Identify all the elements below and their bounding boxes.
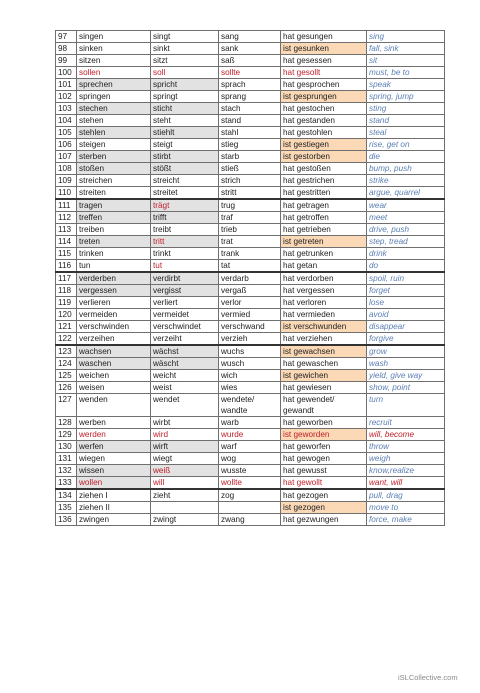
past-form: sprach <box>219 79 281 91</box>
present-form: verzeiht <box>151 333 219 346</box>
present-form: vermeidet <box>151 309 219 321</box>
infinitive: sinken <box>77 43 151 55</box>
present-form: trinkt <box>151 248 219 260</box>
row-number: 111 <box>56 199 77 212</box>
table-row <box>56 417 445 429</box>
infinitive: weisen <box>77 382 151 394</box>
perfect-form: hat getragen <box>281 199 367 212</box>
present-form: wäscht <box>151 358 219 370</box>
infinitive: verzeihen <box>77 333 151 346</box>
perfect-form: ist gezogen <box>281 502 367 514</box>
infinitive: stechen <box>77 103 151 115</box>
table-row <box>56 115 445 127</box>
past-form: zog <box>219 489 281 502</box>
past-form: sollte <box>219 67 281 79</box>
infinitive: stehlen <box>77 127 151 139</box>
perfect-form: hat gewollt <box>281 477 367 490</box>
infinitive: werden <box>77 429 151 441</box>
english-translation: recruit <box>367 417 445 429</box>
english-translation: will, become <box>367 429 445 441</box>
english-translation: show, point <box>367 382 445 394</box>
past-form: wusste <box>219 465 281 477</box>
past-form: vermied <box>219 309 281 321</box>
verb-table <box>55 30 445 526</box>
english-translation: avoid <box>367 309 445 321</box>
infinitive: wachsen <box>77 345 151 358</box>
table-row <box>56 91 445 103</box>
table-row <box>56 309 445 321</box>
perfect-form: hat geworben <box>281 417 367 429</box>
present-form: weiß <box>151 465 219 477</box>
english-translation: step, tread <box>367 236 445 248</box>
infinitive: treffen <box>77 212 151 224</box>
english-translation: stand <box>367 115 445 127</box>
present-form: sitzt <box>151 55 219 67</box>
past-form: starb <box>219 151 281 163</box>
present-form: tut <box>151 260 219 273</box>
present-form: treibt <box>151 224 219 236</box>
present-form: steht <box>151 115 219 127</box>
infinitive: vergessen <box>77 285 151 297</box>
row-number: 109 <box>56 175 77 187</box>
row-number: 112 <box>56 212 77 224</box>
table-row <box>56 236 445 248</box>
present-form: verschwindet <box>151 321 219 333</box>
row-number: 117 <box>56 272 77 285</box>
present-form: trifft <box>151 212 219 224</box>
infinitive: sollen <box>77 67 151 79</box>
past-form: stritt <box>219 187 281 200</box>
infinitive: vermeiden <box>77 309 151 321</box>
row-number: 131 <box>56 453 77 465</box>
past-form: trieb <box>219 224 281 236</box>
english-translation: must, be to <box>367 67 445 79</box>
present-form: trägt <box>151 199 219 212</box>
row-number: 124 <box>56 358 77 370</box>
table-row <box>56 429 445 441</box>
present-form: soll <box>151 67 219 79</box>
infinitive: wissen <box>77 465 151 477</box>
infinitive: verlieren <box>77 297 151 309</box>
english-translation: sit <box>367 55 445 67</box>
table-row <box>56 272 445 285</box>
infinitive: verschwinden <box>77 321 151 333</box>
present-form: tritt <box>151 236 219 248</box>
row-number: 118 <box>56 285 77 297</box>
table-row <box>56 489 445 502</box>
row-number: 104 <box>56 115 77 127</box>
english-translation: steal <box>367 127 445 139</box>
perfect-form: ist gewichen <box>281 370 367 382</box>
table-row <box>56 514 445 526</box>
row-number: 126 <box>56 382 77 394</box>
infinitive: stehen <box>77 115 151 127</box>
past-form: verschwand <box>219 321 281 333</box>
present-form: will <box>151 477 219 490</box>
row-number: 113 <box>56 224 77 236</box>
perfect-form: ist geworden <box>281 429 367 441</box>
perfect-form: hat vermieden <box>281 309 367 321</box>
row-number: 110 <box>56 187 77 200</box>
past-form: wog <box>219 453 281 465</box>
table-row <box>56 212 445 224</box>
present-form: vergisst <box>151 285 219 297</box>
english-translation: do <box>367 260 445 273</box>
present-form: zwingt <box>151 514 219 526</box>
table-row <box>56 358 445 370</box>
infinitive: steigen <box>77 139 151 151</box>
perfect-form: ist gestorben <box>281 151 367 163</box>
infinitive: sterben <box>77 151 151 163</box>
english-translation: drive, push <box>367 224 445 236</box>
infinitive: wollen <box>77 477 151 490</box>
perfect-form: hat gewusst <box>281 465 367 477</box>
infinitive: wiegen <box>77 453 151 465</box>
past-form: wusch <box>219 358 281 370</box>
perfect-form: hat gestoßen <box>281 163 367 175</box>
perfect-form: hat gestohlen <box>281 127 367 139</box>
row-number: 102 <box>56 91 77 103</box>
perfect-form: ist gesunken <box>281 43 367 55</box>
table-row <box>56 285 445 297</box>
past-form <box>219 502 281 514</box>
past-form: sang <box>219 31 281 43</box>
perfect-form: hat gewendet/ gewandt <box>281 394 367 417</box>
table-row <box>56 139 445 151</box>
perfect-form: hat gezogen <box>281 489 367 502</box>
watermark-footer: iSLCollective.com <box>398 673 458 682</box>
table-row <box>56 477 445 490</box>
past-form: tat <box>219 260 281 273</box>
row-number: 125 <box>56 370 77 382</box>
table-row <box>56 345 445 358</box>
row-number: 100 <box>56 67 77 79</box>
english-translation: force, make <box>367 514 445 526</box>
infinitive: singen <box>77 31 151 43</box>
perfect-form: hat getan <box>281 260 367 273</box>
table-row <box>56 321 445 333</box>
present-form: springt <box>151 91 219 103</box>
row-number: 119 <box>56 297 77 309</box>
past-form: stahl <box>219 127 281 139</box>
past-form: saß <box>219 55 281 67</box>
row-number: 120 <box>56 309 77 321</box>
perfect-form: ist verschwunden <box>281 321 367 333</box>
perfect-form: hat gesessen <box>281 55 367 67</box>
table-row <box>56 453 445 465</box>
infinitive: treten <box>77 236 151 248</box>
past-form: wies <box>219 382 281 394</box>
english-translation: forget <box>367 285 445 297</box>
past-form: strich <box>219 175 281 187</box>
english-translation: lose <box>367 297 445 309</box>
perfect-form: hat vergessen <box>281 285 367 297</box>
past-form: trank <box>219 248 281 260</box>
infinitive: zwingen <box>77 514 151 526</box>
row-number: 107 <box>56 151 77 163</box>
english-translation: sting <box>367 103 445 115</box>
english-translation: strike <box>367 175 445 187</box>
english-translation: bump, push <box>367 163 445 175</box>
row-number: 105 <box>56 127 77 139</box>
past-form: stach <box>219 103 281 115</box>
table-row <box>56 199 445 212</box>
perfect-form: hat gezwungen <box>281 514 367 526</box>
table-row <box>56 79 445 91</box>
english-translation: speak <box>367 79 445 91</box>
english-translation: turn <box>367 394 445 417</box>
present-form: verdirbt <box>151 272 219 285</box>
perfect-form: hat gesprochen <box>281 79 367 91</box>
row-number: 106 <box>56 139 77 151</box>
present-form: wirft <box>151 441 219 453</box>
english-translation: spoil, ruin <box>367 272 445 285</box>
perfect-form: hat verdorben <box>281 272 367 285</box>
table-row <box>56 31 445 43</box>
english-translation: rise, get on <box>367 139 445 151</box>
english-translation: move to <box>367 502 445 514</box>
past-form: vergaß <box>219 285 281 297</box>
english-translation: drink <box>367 248 445 260</box>
english-translation: sing <box>367 31 445 43</box>
row-number: 136 <box>56 514 77 526</box>
past-form: sprang <box>219 91 281 103</box>
perfect-form: hat gewiesen <box>281 382 367 394</box>
table-row <box>56 465 445 477</box>
table-row <box>56 224 445 236</box>
row-number: 114 <box>56 236 77 248</box>
past-form: stieg <box>219 139 281 151</box>
english-translation: fall, sink <box>367 43 445 55</box>
infinitive: tragen <box>77 199 151 212</box>
infinitive: wenden <box>77 394 151 417</box>
perfect-form: hat gesungen <box>281 31 367 43</box>
past-form: verlor <box>219 297 281 309</box>
table-row <box>56 163 445 175</box>
english-translation: want, will <box>367 477 445 490</box>
past-form: wuchs <box>219 345 281 358</box>
row-number: 108 <box>56 163 77 175</box>
infinitive: ziehen I <box>77 489 151 502</box>
perfect-form: ist gestiegen <box>281 139 367 151</box>
present-form: singt <box>151 31 219 43</box>
row-number: 132 <box>56 465 77 477</box>
present-form: sticht <box>151 103 219 115</box>
row-number: 99 <box>56 55 77 67</box>
english-translation: forgive <box>367 333 445 346</box>
infinitive: springen <box>77 91 151 103</box>
table-row <box>56 151 445 163</box>
present-form: wirbt <box>151 417 219 429</box>
past-form: verdarb <box>219 272 281 285</box>
perfect-form: hat verloren <box>281 297 367 309</box>
present-form: spricht <box>151 79 219 91</box>
row-number: 134 <box>56 489 77 502</box>
perfect-form: hat geworfen <box>281 441 367 453</box>
past-form: traf <box>219 212 281 224</box>
past-form: sank <box>219 43 281 55</box>
perfect-form: hat gewogen <box>281 453 367 465</box>
present-form: verliert <box>151 297 219 309</box>
perfect-form: ist gewachsen <box>281 345 367 358</box>
infinitive: sitzen <box>77 55 151 67</box>
table-row <box>56 43 445 55</box>
table-row <box>56 260 445 273</box>
table-row <box>56 333 445 346</box>
table-row <box>56 67 445 79</box>
past-form: trug <box>219 199 281 212</box>
table-row <box>56 441 445 453</box>
present-form: streitet <box>151 187 219 200</box>
past-form: stand <box>219 115 281 127</box>
english-translation: meet <box>367 212 445 224</box>
perfect-form: ist gesprungen <box>281 91 367 103</box>
table-row <box>56 370 445 382</box>
present-form: zieht <box>151 489 219 502</box>
infinitive: waschen <box>77 358 151 370</box>
row-number: 103 <box>56 103 77 115</box>
english-translation: know,realize <box>367 465 445 477</box>
table-row <box>56 382 445 394</box>
table-row <box>56 502 445 514</box>
perfect-form: hat getrunken <box>281 248 367 260</box>
english-translation: argue, quarrel <box>367 187 445 200</box>
infinitive: streichen <box>77 175 151 187</box>
present-form: streicht <box>151 175 219 187</box>
english-translation: spring, jump <box>367 91 445 103</box>
infinitive: stoßen <box>77 163 151 175</box>
row-number: 123 <box>56 345 77 358</box>
perfect-form: hat gestrichen <box>281 175 367 187</box>
table-row <box>56 55 445 67</box>
infinitive: weichen <box>77 370 151 382</box>
table-row <box>56 187 445 200</box>
present-form <box>151 502 219 514</box>
row-number: 98 <box>56 43 77 55</box>
past-form: zwang <box>219 514 281 526</box>
row-number: 116 <box>56 260 77 273</box>
row-number: 97 <box>56 31 77 43</box>
table-row <box>56 297 445 309</box>
infinitive: werfen <box>77 441 151 453</box>
english-translation: wash <box>367 358 445 370</box>
infinitive: verderben <box>77 272 151 285</box>
present-form: wiegt <box>151 453 219 465</box>
row-number: 127 <box>56 394 77 417</box>
infinitive: treiben <box>77 224 151 236</box>
perfect-form: hat gesollt <box>281 67 367 79</box>
infinitive: werben <box>77 417 151 429</box>
table-row <box>56 127 445 139</box>
table-row <box>56 175 445 187</box>
infinitive: streiten <box>77 187 151 200</box>
infinitive: trinken <box>77 248 151 260</box>
row-number: 135 <box>56 502 77 514</box>
row-number: 122 <box>56 333 77 346</box>
past-form: wollte <box>219 477 281 490</box>
present-form: wächst <box>151 345 219 358</box>
past-form: verzieh <box>219 333 281 346</box>
infinitive: tun <box>77 260 151 273</box>
past-form: wich <box>219 370 281 382</box>
row-number: 121 <box>56 321 77 333</box>
english-translation: weigh <box>367 453 445 465</box>
past-form: wendete/ wandte <box>219 394 281 417</box>
present-form: weicht <box>151 370 219 382</box>
perfect-form: hat verziehen <box>281 333 367 346</box>
perfect-form: hat gestritten <box>281 187 367 200</box>
table-row <box>56 103 445 115</box>
past-form: warb <box>219 417 281 429</box>
present-form: sinkt <box>151 43 219 55</box>
perfect-form: hat getrieben <box>281 224 367 236</box>
infinitive: ziehen II <box>77 502 151 514</box>
perfect-form: hat gestanden <box>281 115 367 127</box>
english-translation: grow <box>367 345 445 358</box>
perfect-form: hat gewaschen <box>281 358 367 370</box>
present-form: wendet <box>151 394 219 417</box>
present-form: wird <box>151 429 219 441</box>
present-form: weist <box>151 382 219 394</box>
row-number: 101 <box>56 79 77 91</box>
english-translation: pull, drag <box>367 489 445 502</box>
perfect-form: ist getreten <box>281 236 367 248</box>
row-number: 130 <box>56 441 77 453</box>
row-number: 115 <box>56 248 77 260</box>
past-form: warf <box>219 441 281 453</box>
present-form: stiehlt <box>151 127 219 139</box>
english-translation: disappear <box>367 321 445 333</box>
row-number: 133 <box>56 477 77 490</box>
row-number: 129 <box>56 429 77 441</box>
infinitive: sprechen <box>77 79 151 91</box>
past-form: wurde <box>219 429 281 441</box>
past-form: stieß <box>219 163 281 175</box>
past-form: trat <box>219 236 281 248</box>
row-number: 128 <box>56 417 77 429</box>
present-form: stirbt <box>151 151 219 163</box>
perfect-form: hat getroffen <box>281 212 367 224</box>
present-form: stößt <box>151 163 219 175</box>
english-translation: wear <box>367 199 445 212</box>
english-translation: yield, give way <box>367 370 445 382</box>
present-form: steigt <box>151 139 219 151</box>
table-row <box>56 394 445 417</box>
english-translation: die <box>367 151 445 163</box>
english-translation: throw <box>367 441 445 453</box>
table-row <box>56 248 445 260</box>
perfect-form: hat gestochen <box>281 103 367 115</box>
